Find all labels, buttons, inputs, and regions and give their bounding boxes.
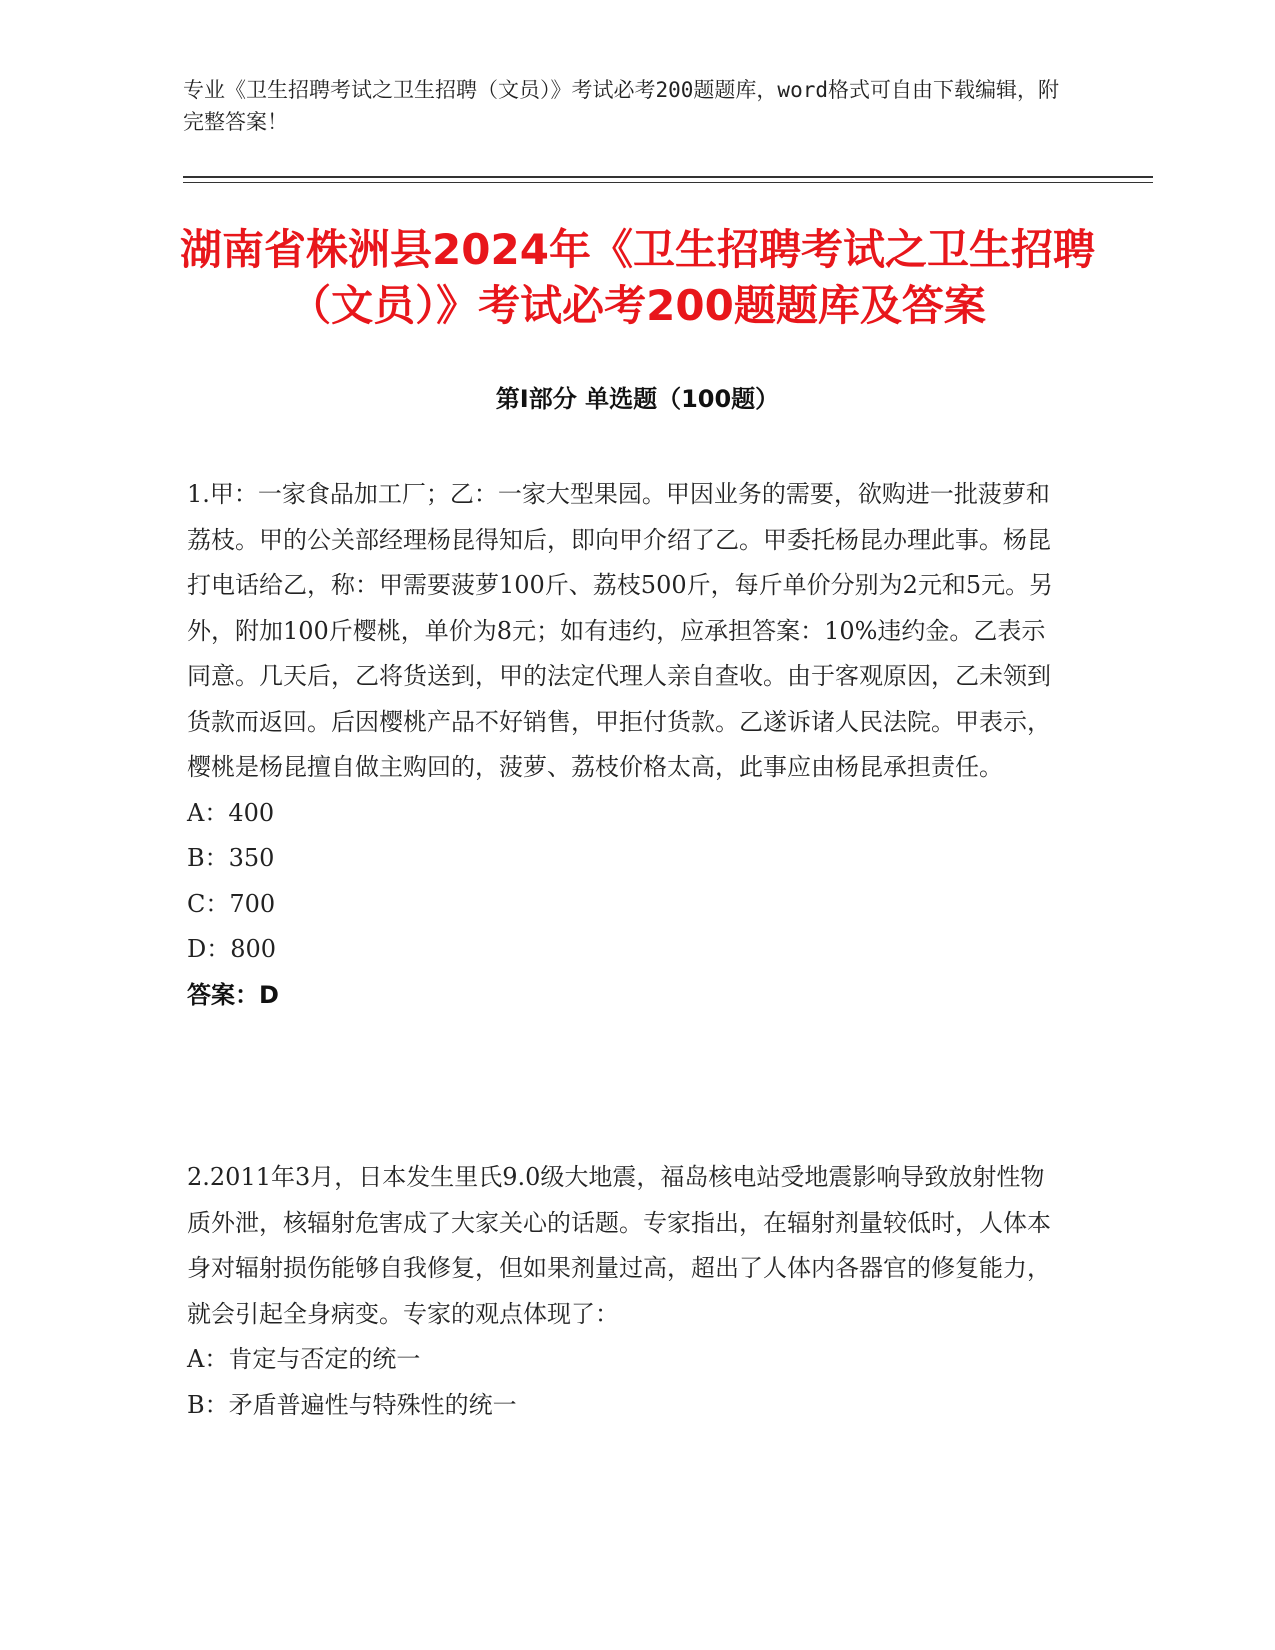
header-note: 专业《卫生招聘考试之卫生招聘（文员）》考试必考200题题库，word格式可自由下载编辑，附完整答案！	[183, 78, 1059, 134]
option-b: B：矛盾普遍性与特殊性的统一	[187, 1390, 517, 1419]
question-stem: 1.甲：一家食品加工厂；乙：一家大型果园。甲因业务的需要，欲购进一批菠萝和荔枝。甲的公关部经理杨昆得知后，即向甲介绍了乙。甲委托杨昆办理此事。杨昆打电话给乙，称：甲需要菠萝100斤、荔枝500斤，每斤单价分别为2元和5元。另外，附加100斤樱桃，单价为8元；如有违约，应承担答案：10%违约金。乙表示同意。几天后，乙将货送到，甲的法定代理人亲自查收。由于客观原因，乙未领到货款而返回。后因樱桃产品不好销售，甲拒付货款。乙遂诉诸人民法院。甲表示，樱桃是杨昆擅自做主购回的，菠萝、荔枝价格太高，此事应由杨昆承担责任。	[187, 480, 1054, 781]
option-d: D：800	[187, 935, 277, 963]
option-b: B：350	[187, 844, 275, 872]
option-a: A：肯定与否定的统一	[187, 1345, 421, 1373]
question-stem: 2.2011年3月，日本发生里氏9.0级大地震，福岛核电站受地震影响导致放射性物质外泄，核辐射危害成了大家关心的话题。专家指出，在辐射剂量较低时，人体本身对辐射损伤能够自我修复，但如果剂量过高，超出了人体内各器官的修复能力，就会引起全身病变。专家的观点体现了：	[187, 1163, 1051, 1328]
header-rule-thin	[183, 182, 1153, 183]
option-c: C：700	[187, 889, 276, 918]
question-1	[187, 472, 1057, 1018]
section-heading: 第Ⅰ部分 单选题（100题）	[495, 385, 780, 413]
option-a: A：400	[187, 798, 275, 827]
header-rule-thick	[183, 176, 1153, 178]
answer-line: 答案：D	[187, 980, 279, 1009]
question-2	[187, 1155, 1057, 1428]
document-title: 湖南省株洲县2024年《卫生招聘考试之卫生招聘（文员）》考试必考200题题库及答案	[180, 225, 1095, 330]
